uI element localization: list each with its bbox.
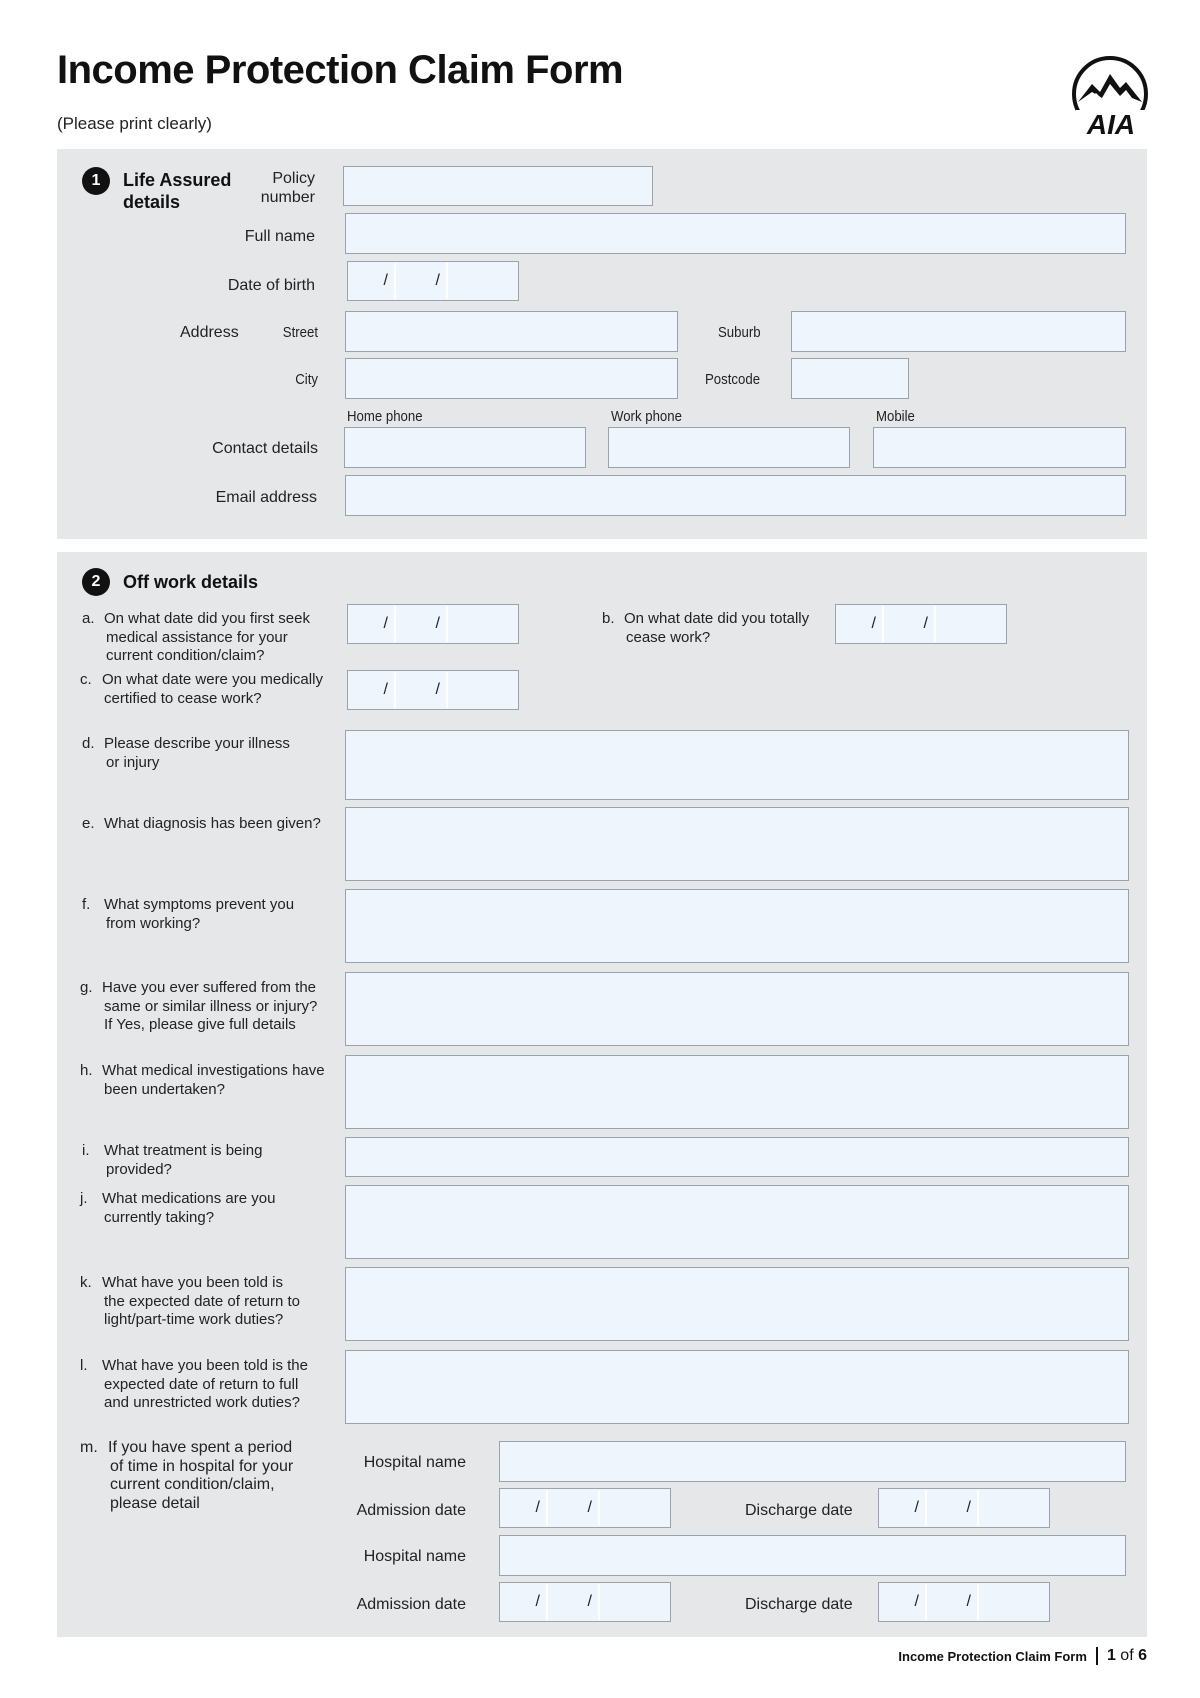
section-2-title: Off work details bbox=[123, 572, 259, 592]
hospital-name-label-1: Hospital name bbox=[363, 1454, 466, 1471]
suburb-input[interactable] bbox=[791, 311, 1126, 352]
medically-certified-date-input[interactable]: / / bbox=[347, 670, 519, 710]
question-l: l. What have you been told is the expected date of return to full and unrestricted work duties? bbox=[80, 1357, 308, 1411]
work-phone-label: Work phone bbox=[611, 408, 682, 425]
return-full-duties-input[interactable] bbox=[345, 1350, 1129, 1424]
question-f: f. What symptoms prevent you from working? bbox=[82, 896, 295, 932]
section-2-number: 2 bbox=[82, 568, 110, 596]
full-name-label: Full name bbox=[244, 228, 315, 245]
full-name-input[interactable] bbox=[345, 213, 1126, 254]
symptoms-input[interactable] bbox=[345, 889, 1129, 963]
admission-date-label-2: Admission date bbox=[356, 1596, 466, 1613]
dob-label: Date of birth bbox=[227, 277, 315, 294]
hospital-name-input-1[interactable] bbox=[499, 1441, 1126, 1482]
hospital-name-label-2: Hospital name bbox=[363, 1548, 466, 1565]
policy-number-label: Policy number bbox=[260, 170, 315, 206]
first-medical-assistance-date-input[interactable]: / / bbox=[347, 604, 519, 644]
illness-description-input[interactable] bbox=[345, 730, 1129, 800]
question-k: k. What have you been told is the expected date of return to light/part-time work duties? bbox=[80, 1274, 300, 1328]
page-footer bbox=[898, 1647, 1147, 1665]
suburb-label: Suburb bbox=[718, 324, 761, 341]
mobile-label: Mobile bbox=[876, 408, 915, 425]
discharge-date-label-2: Discharge date bbox=[745, 1596, 853, 1613]
question-b: b. On what date did you totally cease work? bbox=[602, 610, 810, 646]
mobile-input[interactable] bbox=[873, 427, 1126, 468]
dob-input[interactable]: / / bbox=[347, 261, 519, 301]
contact-details-label: Contact details bbox=[212, 440, 318, 457]
discharge-date-input-1[interactable]: / / bbox=[878, 1488, 1050, 1528]
page-indicator: 1 of 6 bbox=[1106, 1647, 1147, 1664]
question-i: i. What treatment is being provided? bbox=[82, 1142, 263, 1178]
ceased-work-date-input[interactable]: / / bbox=[835, 604, 1007, 644]
section-1-number: 1 bbox=[82, 167, 110, 195]
postcode-input[interactable] bbox=[791, 358, 909, 399]
question-c: c. On what date were you medically certified to cease work? bbox=[80, 671, 323, 707]
street-label: Street bbox=[282, 324, 318, 341]
footer-form-title: Income Protection Claim Form bbox=[898, 1648, 1087, 1664]
admission-date-label-1: Admission date bbox=[356, 1502, 466, 1519]
email-input[interactable] bbox=[345, 475, 1126, 516]
medical-investigations-input[interactable] bbox=[345, 1055, 1129, 1129]
street-input[interactable] bbox=[345, 311, 678, 352]
discharge-date-label-1: Discharge date bbox=[745, 1502, 853, 1519]
postcode-label: Postcode bbox=[705, 371, 761, 388]
aia-logo bbox=[1070, 54, 1152, 140]
treatment-input[interactable] bbox=[345, 1137, 1129, 1177]
question-m: m. If you have spent a period of time in hospital for your current condition/claim, please detail bbox=[80, 1439, 294, 1512]
question-j: j. What medications are you currently taking? bbox=[80, 1190, 276, 1226]
print-instruction: (Please print clearly) bbox=[57, 114, 212, 133]
city-input[interactable] bbox=[345, 358, 678, 399]
home-phone-label: Home phone bbox=[347, 408, 423, 425]
admission-date-input-2[interactable]: / / bbox=[499, 1582, 671, 1622]
medications-input[interactable] bbox=[345, 1185, 1129, 1259]
question-d: d. Please describe your illness or injury bbox=[82, 735, 290, 771]
svg-text:AIA: AIA bbox=[1086, 109, 1136, 140]
discharge-date-input-2[interactable]: / / bbox=[878, 1582, 1050, 1622]
page-title: Income Protection Claim Form bbox=[57, 48, 624, 92]
question-g: g. Have you ever suffered from the same or similar illness or injury? If Yes, please give full details bbox=[80, 979, 318, 1033]
diagnosis-input[interactable] bbox=[345, 807, 1129, 881]
previous-illness-input[interactable] bbox=[345, 972, 1129, 1046]
footer-divider bbox=[1096, 1647, 1098, 1665]
home-phone-input[interactable] bbox=[344, 427, 586, 468]
email-label: Email address bbox=[215, 489, 317, 506]
question-h: h. What medical investigations have been undertaken? bbox=[80, 1062, 325, 1098]
question-a: a. On what date did you first seek medical assistance for your current condition/claim? bbox=[82, 610, 310, 664]
admission-date-input-1[interactable]: / / bbox=[499, 1488, 671, 1528]
question-e: e. What diagnosis has been given? bbox=[82, 815, 321, 832]
city-label: City bbox=[295, 371, 318, 388]
address-label: Address bbox=[180, 324, 239, 341]
hospital-name-input-2[interactable] bbox=[499, 1535, 1126, 1576]
return-light-duties-input[interactable] bbox=[345, 1267, 1129, 1341]
policy-number-input[interactable] bbox=[343, 166, 653, 206]
section-1-title: Life Assured details bbox=[123, 170, 232, 212]
work-phone-input[interactable] bbox=[608, 427, 850, 468]
